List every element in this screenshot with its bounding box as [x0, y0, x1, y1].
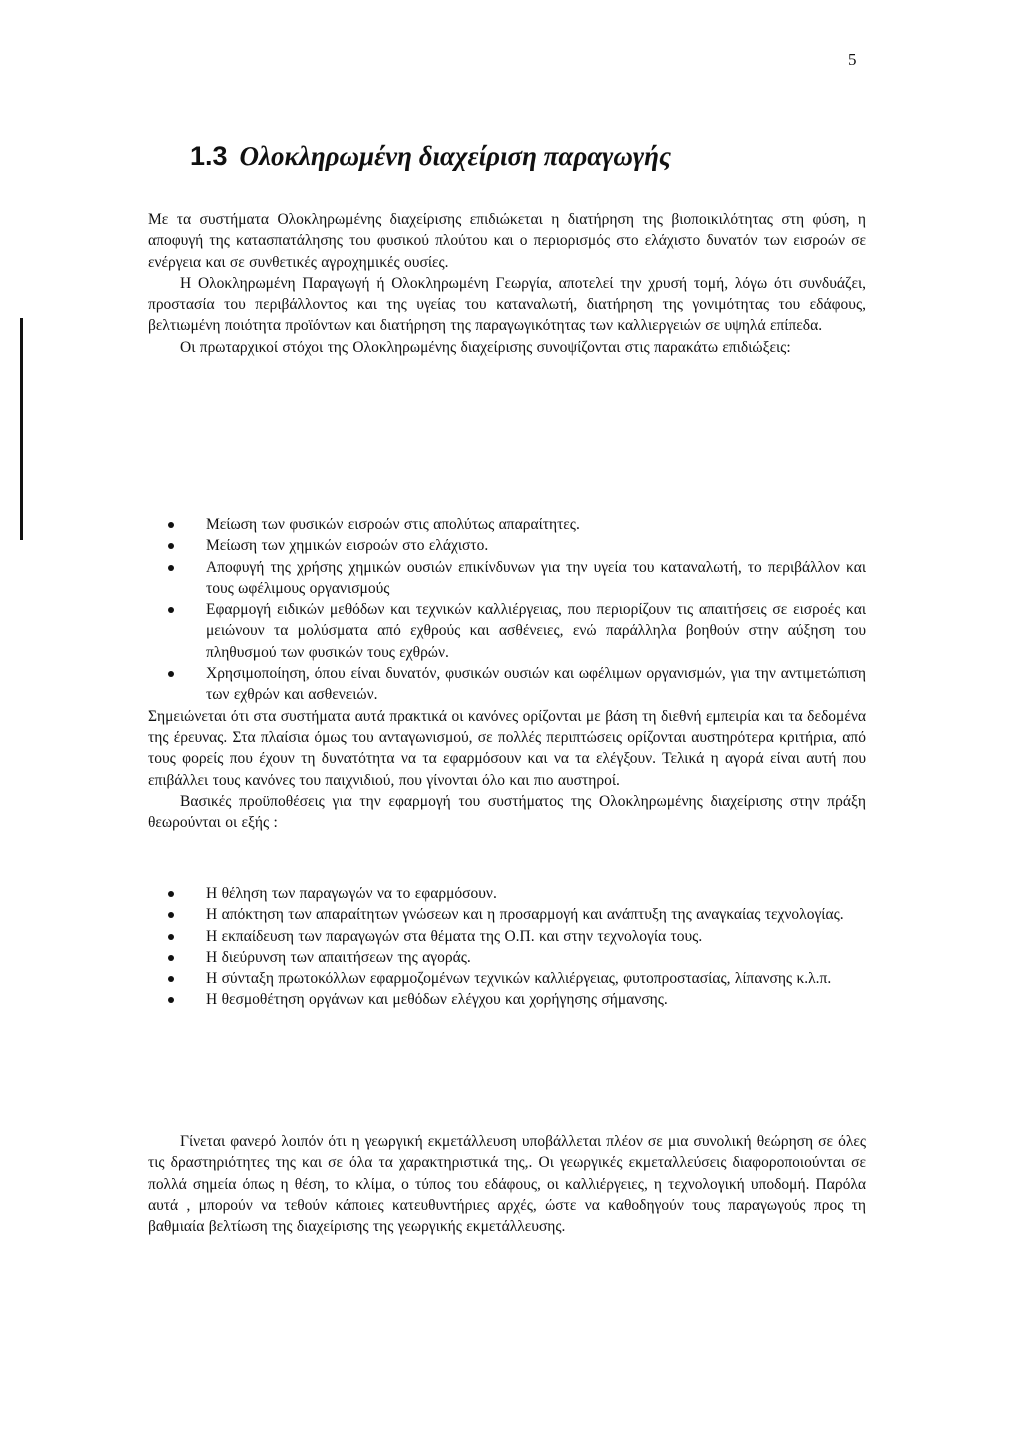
prerequisite-text: Η απόκτηση των απαραίτητων γνώσεων και η προσαρμογή και ανάπτυξη της αναγκαίας τεχνολογίας. [206, 906, 844, 924]
list-item [148, 968, 866, 989]
prerequisite-text: Η εκπαίδευση των παραγωγών στα θέματα της Ο.Π. και στην τεχνολογία τους. [206, 927, 703, 945]
intro-paragraph: Με τα συστήματα Ολοκληρωμένης διαχείρισης επιδιώκεται η διατήρηση της βιοποικιλότητας στη φύση, η αποφυγή της κατασπατάλησης του φυσικού πλούτου και ο περιορισμός στο ελάχιστο δυνατόν των εισροών σε ενέργεια και σε συνθετικές αγροχημικές ουσίες. [148, 211, 866, 271]
list-item [148, 947, 866, 968]
goals-intro-paragraph: Οι πρωταρχικοί στόχοι της Ολοκληρωμένης διαχείρισης συνοψίζονται στις παρακάτω επιδιώξεις: [180, 338, 791, 356]
conclusion-paragraph: Γίνεται φανερό λοιπόν ότι η γεωργική εκμετάλλευση υποβάλλεται πλέον σε μια συνολική θεώρηση σε όλες τις δραστηριότητες της και σε όλα τα χαρακτηριστικά της,. Οι γεωργικές εκμεταλλεύσεις διαφοροποιούνται σε πολλά σημεία όπως η θέση, το κλίμα, ο τύπος του εδάφους, οι καλλιέργειες, η τεχνολογική υποδομή. Παρόλα αυτά , μπορούν να τεθούν κάποιες κατευθυντήριες αρχές, ώστε να καθοδηγούν τους παραγωγούς προς τη βαθμιαία βελτίωση της διαχείρισης της γεωργικής εκμετάλλευσης. [148, 1133, 866, 1236]
bullet-icon [168, 671, 174, 677]
goals-block [148, 514, 866, 833]
goal-text: Εφαρμογή ειδικών μεθόδων και τεχνικών καλλιέργειας, που περιορίζουν τις απαιτήσεις σε εισροές και μειώνουν τα μολύσματα από εχθρούς και ασθένειες, ενώ παράλληλα βοηθούν στην αύξηση του πληθυσμού των φυσικών τους εχθρών. [206, 601, 866, 661]
goal-text: Αποφυγή της χρήσης χημικών ουσιών επικίνδυνων για την υγεία του καταναλωτή, το περιβάλλον και τους ωφέλιμους οργανισμούς [206, 558, 866, 597]
prerequisite-text: Η θέληση των παραγωγών να το εφαρμόσουν. [206, 885, 497, 902]
goals-list [148, 514, 866, 706]
bullet-icon [168, 543, 174, 549]
margin-rule [20, 318, 23, 540]
prerequisites-block [148, 883, 866, 1011]
page-number: 5 [848, 50, 857, 69]
section-number: 1.3 [190, 141, 228, 171]
bullet-icon [168, 976, 174, 982]
goal-text: Μείωση των φυσικών εισροών στις απολύτως απαραίτητες. [206, 516, 580, 533]
list-item [148, 514, 866, 535]
bullet-icon [168, 934, 174, 940]
prerequisite-text: Η σύνταξη πρωτοκόλλων εφαρμοζομένων τεχνικών καλλιέργειας, φυτοπροστασίας, λίπανσης κ.λ.π. [206, 970, 832, 988]
bullet-icon [168, 607, 174, 613]
list-item [148, 883, 866, 904]
conclusion-block [148, 1131, 866, 1237]
list-item [148, 535, 866, 556]
section-title: Ολοκληρωμένη διαχείριση παραγωγής [239, 141, 672, 171]
intro-block [148, 209, 866, 358]
bullet-icon [168, 912, 174, 918]
prerequisite-text: Η θεσμοθέτηση οργάνων και μεθόδων ελέγχου και χορήγησης σήμανσης. [206, 991, 668, 1009]
bullet-icon [168, 522, 174, 528]
prerequisites-intro-paragraph: Βασικές προϋποθέσεις για την εφαρμογή του συστήματος της Ολοκληρωμένης διαχείρισης στην πράξη θεωρούνται οι εξής : [148, 792, 866, 832]
list-item [148, 904, 866, 925]
list-item [148, 926, 866, 947]
bullet-icon [168, 565, 174, 571]
note-paragraph: Σημειώνεται ότι στα συστήματα αυτά πρακτικά οι κανόνες ορίζονται με βάση τη διεθνή εμπειρία και τα δεδομένα της έρευνας. Στα πλαίσια όμως του ανταγωνισμού, σε πολλές περιπτώσεις ορίζονται αυστηρότερα κριτήρια, από τους φορείς που έχουν τη δυνατότητα να τα εφαρμόσουν και να τα ελέγξουν. Τελικά η αγορά είναι αυτή που επιβάλλει τους κανόνες του παιχνιδιού, που γίνονται όλο και πιο αυστηροί. [148, 707, 866, 789]
list-item [148, 989, 866, 1010]
bullet-icon [168, 891, 174, 897]
bullet-icon [168, 955, 174, 961]
list-item [148, 557, 866, 600]
goal-text: Χρησιμοποίηση, όπου είναι δυνατόν, φυσικών ουσιών και ωφέλιμων οργανισμών, για την αντιμετώπιση των εχθρών και ασθενειών. [206, 665, 866, 704]
prerequisite-text: Η διεύρυνση των απαιτήσεων της αγοράς. [206, 948, 471, 966]
list-item [148, 663, 866, 706]
section-heading [190, 141, 671, 172]
goal-text: Μείωση των χημικών εισροών στο ελάχιστο. [206, 537, 489, 555]
list-item [148, 599, 866, 663]
prerequisites-list [148, 883, 866, 1011]
definition-paragraph: Η Ολοκληρωμένη Παραγωγή ή Ολοκληρωμένη Γεωργία, αποτελεί την χρυσή τομή, λόγω ότι συνδυάζει, προστασία του περιβάλλοντος και της υγείας του καταναλωτή, διατήρηση της γονιμότητας του εδάφους, βελτιωμένη ποιότητα προϊόντων και διατήρηση της παραγωγικότητας των καλλιεργειών σε υψηλά επίπεδα. [148, 274, 866, 335]
bullet-icon [168, 997, 174, 1003]
